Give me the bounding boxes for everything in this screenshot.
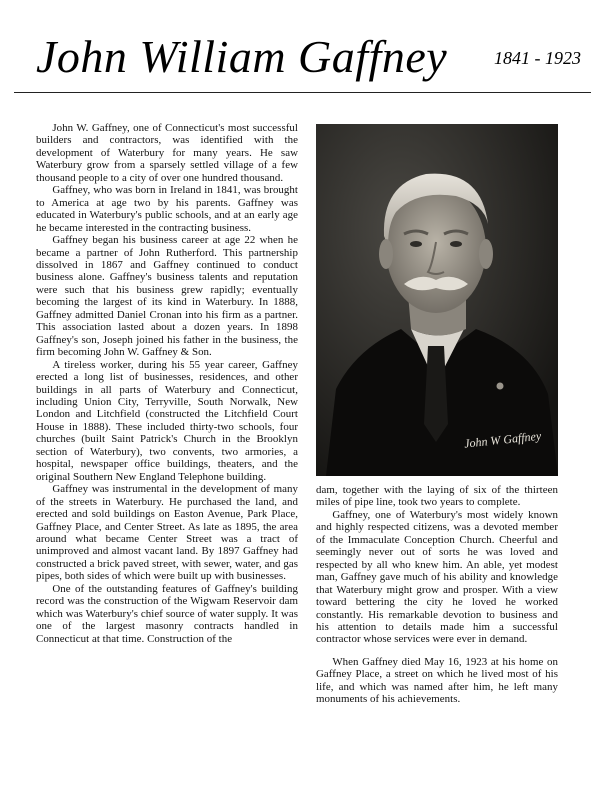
- paragraph-reservoir: One of the outstanding features of Gaffney's building record was the construction of the Wigwam Reservoir dam which was Waterbury's chief source of water supply. It was one of the largest masonry contracts handled in Connecticut at that time. Construction of the: [36, 582, 298, 645]
- paragraph-business-career: Gaffney began his business career at age 22 when he became a partner of John Rutherford. This partnership dissolved in 1867 and Gaffney continued to conduct business alone. Gaffney's business talents and reputation were such that his business grew rapidly; eventually becoming the largest of its kind in Waterbury. In 1888, Gaffney admitted Daniel Cronan into his firm as a partner. This association lasted about a dozen years. In 1898 Gaffney's son, Joseph joined his father in the business, the firm becoming John W. Gaffney & Son.: [36, 234, 298, 359]
- portrait-illustration: [316, 124, 558, 476]
- page-title: John William Gaffney: [36, 31, 448, 82]
- paragraph-dam-continued: dam, together with the laying of six of the thirteen miles of pipe line, took two years to complete.: [316, 484, 558, 509]
- signature: John W Gaffney: [463, 428, 542, 451]
- paragraph-intro: John W. Gaffney, one of Connecticut's most successful builders and contractors, was identified with the development of Waterbury for many years. He saw Waterbury grow from a sparsely settled village of a few thousand people to a city of over one hundred thousand.: [36, 122, 298, 184]
- paragraph-death: When Gaffney died May 16, 1923 at his home on Gaffney Place, a street on which he lived most of his life, and which was named after him, he left many monuments of his achievements.: [316, 655, 558, 706]
- header-divider: [14, 92, 591, 93]
- paragraph-streets: Gaffney was instrumental in the development of many of the streets in Waterbury. He purchased the land, and erected and sold buildings on Easton Avenue, Park Place, Gaffney Place, and Center Street. As late as 1895, the area around what became Center Street was a tract of unimproved and almost vacant land. By 1897 Gaffney had constructed a brick paved street, with sewer, water, and gas pipes, both sides of which were built up with businesses.: [36, 483, 298, 583]
- article-right-column: [316, 484, 558, 706]
- article-left-column: [36, 122, 298, 645]
- portrait-photo: [316, 124, 558, 476]
- life-years: 1841 - 1923: [494, 48, 581, 68]
- paragraph-character: Gaffney, one of Waterbury's most widely known and highly respected citizens, was a devoted member of the Immaculate Conception Church. Cheerful and seemingly never out of sorts he was loved and respected by all who knew him. An able, yet modest man, Gaffney gave much of his ability and knowledge that Waterbury might grow and prosper. With a view toward bettering the city he loved he worked constantly. His remarkable devotion to business and his attention to details made him a successful contractor whose services were ever in demand.: [316, 508, 558, 646]
- paragraph-early-life: Gaffney, who was born in Ireland in 1841, was brought to America at age two by his parents. Gaffney was educated in Waterbury's public schools, and at an early age he became interested in the contracting business.: [36, 184, 298, 234]
- paragraph-buildings: A tireless worker, during his 55 year career, Gaffney erected a long list of businesses, residences, and other buildings in all parts of Waterbury and Connecticut, including Union City, Terryville, South Norwalk, New London and Litchfield (constructed the Litchfield Court House in 1888). These included thirty-two schools, four churches (built Saint Patrick's Church in the Brooklyn section of Waterbury), two convents, two armories, a hospital, newspaper office buildings, theaters, and the original Southern New England Telephone building.: [36, 358, 298, 483]
